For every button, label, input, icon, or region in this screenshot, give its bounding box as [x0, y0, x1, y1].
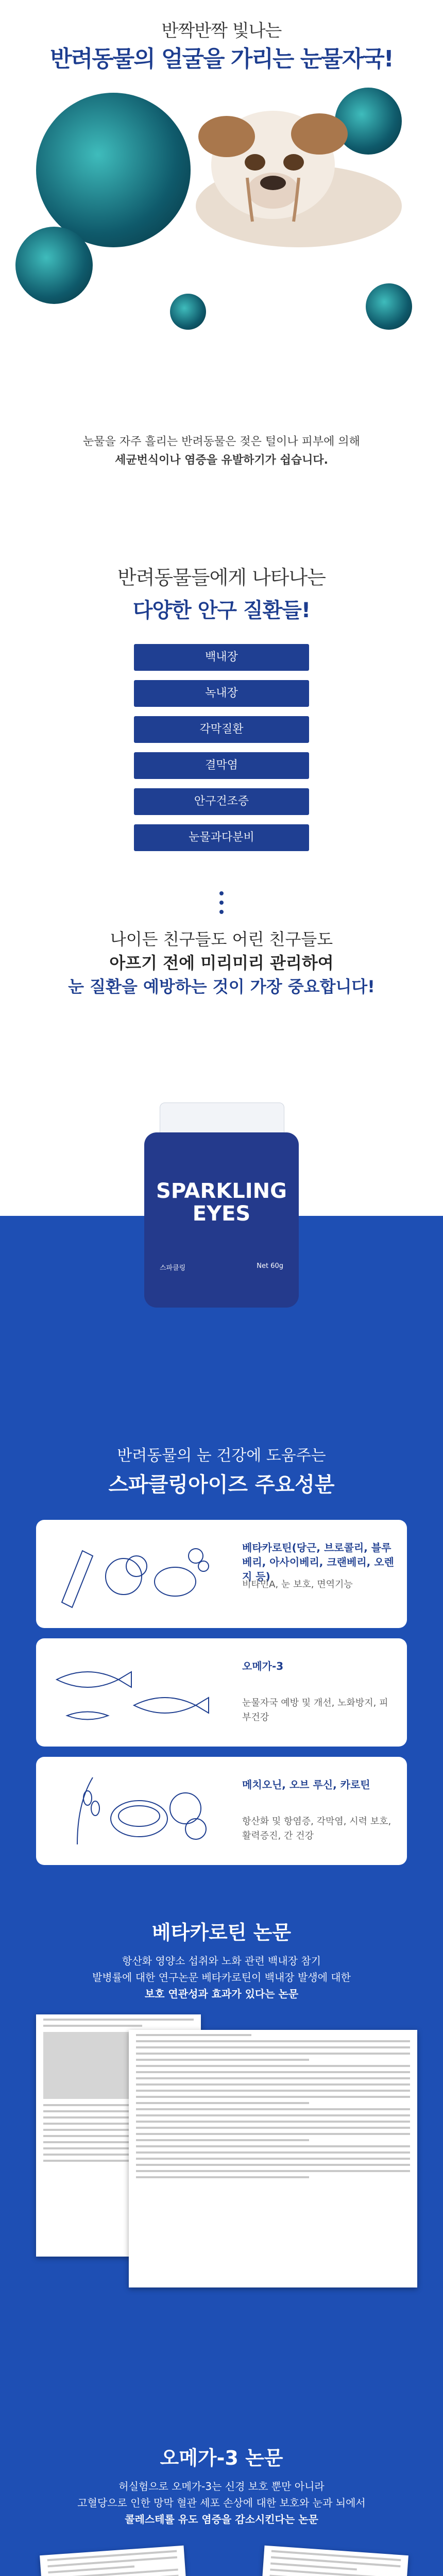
beta-paper-title: 베타카로틴 논문 [151, 1921, 292, 1944]
disease-item: 결막염 [134, 752, 309, 779]
brand-line: SPARKLING [156, 1179, 287, 1203]
ingredient-desc: 눈물자국 예방 및 개선, 노화방지, 피부건강 [242, 1698, 388, 1723]
vegetables-illustration [46, 1530, 216, 1618]
ingredient-card [36, 1757, 407, 1865]
footer-line: 나이든 친구들도 어린 친구들도 [110, 929, 333, 949]
footer-line: 눈 질환을 예방하는 것이 가장 중요합니다! [68, 977, 375, 996]
disease-item: 눈물과다분비 [134, 824, 309, 851]
product-jar [144, 1103, 299, 1309]
hero-title: 반려동물의 얼굴을 가리는 눈물자국! [50, 46, 393, 72]
bulldog-image [170, 88, 407, 252]
paper-desc-line: 항산화 영양소 섭취와 노화 관련 백내장 참기 [122, 1955, 321, 1967]
omega-paper-title: 오메가-3 논문 [160, 2447, 283, 2469]
omega-paper-desc [0, 2478, 443, 2528]
ingredient-card [36, 1520, 407, 1628]
jar-tag-left: 스파클링 [160, 1264, 186, 1272]
fish-illustration [46, 1649, 216, 1736]
brand-line: EYES [192, 1202, 251, 1226]
hero-desc-line: 눈물을 자주 흘리는 반려동물은 젖은 털이나 피부에 의해 [83, 435, 360, 448]
paper-desc-line: 콜레스테롤 유도 염증을 감소시킨다는 논문 [125, 2513, 318, 2526]
paper-desc-line: 고혈당으로 인한 망막 혈관 세포 손상에 대한 보호와 눈과 뇌에서 [77, 2497, 366, 2509]
ingredient-name: 메치오닌, 오브 루신, 카로틴 [242, 1778, 370, 1791]
disease-list [134, 644, 309, 860]
paper-desc-line: 보호 연관성과 효과가 있다는 논문 [144, 1988, 299, 2000]
beta-paper-page-2 [129, 2030, 417, 2287]
ingredient-desc: 항산화 및 항염증, 각막염, 시력 보호, 활력증진, 간 건강 [242, 1816, 391, 1841]
ingredients-subtitle: 반려동물의 눈 건강에 도움주는 [117, 1447, 326, 1465]
beta-paper-desc [0, 1953, 443, 2002]
dots-divider [219, 886, 224, 919]
disease-title-line1: 반려동물들에게 나타나는 [117, 566, 326, 589]
jar-small-labels [160, 1262, 283, 1272]
ingredients-title: 스파클링아이즈 주요성분 [108, 1473, 335, 1497]
hero-section [0, 0, 443, 371]
hero-desc-line: 세균번식이나 염증을 유발하기가 쉽습니다. [115, 454, 328, 467]
disease-item: 녹내장 [134, 680, 309, 707]
footer-line: 아프기 전에 미리미리 관리하여 [109, 953, 334, 973]
grains-illustration [46, 1767, 216, 1855]
disease-item: 백내장 [134, 644, 309, 671]
paper-desc-line: 허실험으로 오메가-3는 신경 보호 뿐만 아니라 [118, 2480, 325, 2493]
jar-tag-right: Net 60g [257, 1262, 283, 1270]
disease-item: 각막질환 [134, 716, 309, 743]
paper-desc-line: 발병률에 대한 연구논문 베타카로틴이 백내장 발생에 대한 [92, 1971, 351, 1984]
disease-footer [0, 927, 443, 998]
hero-description [0, 433, 443, 470]
ingredient-card [36, 1638, 407, 1747]
ingredient-name: 오메가-3 [242, 1660, 284, 1672]
hero-subtitle: 반짝반짝 빛나는 [161, 21, 282, 41]
disease-item: 안구건조증 [134, 788, 309, 815]
ingredient-desc: 비타민A, 눈 보호, 면역기능 [242, 1579, 353, 1590]
ingredient-name: 베타카로틴(당근, 브로콜리, 블루베리, 아사이베리, 크랜베리, 오렌지 등) [242, 1541, 394, 1583]
product-brand [144, 1180, 299, 1225]
disease-header [0, 562, 443, 649]
disease-title-line2: 다양한 안구 질환들! [132, 599, 311, 622]
